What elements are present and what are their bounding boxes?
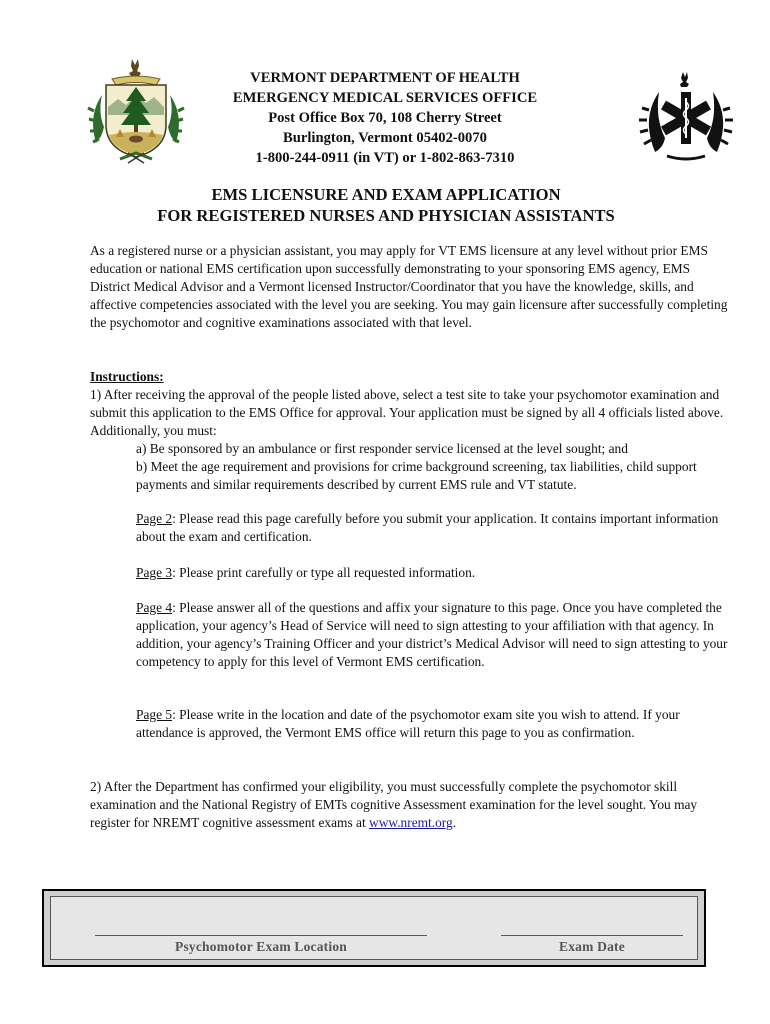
- page-5-note: [136, 706, 730, 742]
- exam-info-inner: [50, 896, 698, 960]
- header-line-department: VERMONT DEPARTMENT OF HEALTH: [250, 70, 520, 86]
- page-4-text: : Please answer all of the questions and affix your signature to this page. Once you have completed the application, your agency’s Head of Service will need to sign attesting to your affiliation with that agency. In addition, your agency’s Training Officer and your district’s Medical Advisor will need to sign attesting to your competency to apply for this level of Vermont EMS certification.: [136, 600, 728, 669]
- page-4-label: Page 4: [136, 600, 173, 615]
- header-line-city: Burlington, Vermont 05402-0070: [283, 130, 487, 146]
- step-2-text: 2) After the Department has confirmed your eligibility, you must successfully complete the psychomotor skill examination and the National Registry of EMTs cognitive Assessment examination for the level sought. You may register for NREMT cognitive assessment exams at: [90, 779, 698, 830]
- header-line-phone: 1-800-244-0911 (in VT) or 1-802-863-7310: [255, 150, 515, 166]
- page-5-label: Page 5: [136, 707, 173, 722]
- requirement-a: a) Be sponsored by an ambulance or first responder service licensed at the level sought; and: [136, 441, 628, 456]
- page-3-text: : Please print carefully or type all requested information.: [172, 565, 476, 580]
- instructions-section: [90, 368, 730, 494]
- exam-info-box: [42, 889, 706, 967]
- page-2-label: Page 2: [136, 511, 173, 526]
- intro-paragraph: As a registered nurse or a physician assistant, you may apply for VT EMS licensure at any level without prior EMS education or national EMS certification upon successfully demonstrating to your sponsoring EMS agency, EMS District Medical Advisor and a Vermont licensed Instructor/Coordinator that you have the knowledge, skills, and affective competencies associated with the level you are seeking. You may gain licensure after successfully completing the psychomotor and cognitive examinations associated with that level.: [90, 243, 728, 330]
- title-line-1: EMS LICENSURE AND EXAM APPLICATION: [211, 185, 561, 204]
- instructions-heading: Instructions:: [90, 369, 164, 384]
- vermont-ems-star-of-life-icon: [637, 70, 735, 165]
- requirement-b: b) Meet the age requirement and provisions for crime background screening, tax liabilities, child support payments and similar requirements described by current EMS rule and VT statute.: [136, 459, 697, 492]
- exam-date-label: Exam Date: [559, 939, 625, 954]
- page-2-text: : Please read this page carefully before you submit your application. It contains important information about the exam and certification.: [136, 511, 719, 544]
- page-4-note: [136, 599, 730, 671]
- instruction-step-1: 1) After receiving the approval of the people listed above, select a test site to take your psychomotor examination and submit this application to the EMS Office for approval. Your application must be signed by all 4 officials listed above. Additionally, you must:: [90, 387, 724, 438]
- title-line-2: FOR REGISTERED NURSES AND PHYSICIAN ASSISTANTS: [157, 206, 615, 225]
- page-3-label: Page 3: [136, 565, 173, 580]
- exam-location-label: Psychomotor Exam Location: [175, 939, 347, 954]
- document-title: [80, 184, 692, 226]
- page-2-note: [136, 510, 730, 546]
- vermont-coat-of-arms-icon: [82, 55, 190, 167]
- exam-location-field[interactable]: [95, 935, 427, 936]
- header-line-street: Post Office Box 70, 108 Cherry Street: [268, 110, 502, 126]
- page-5-text: : Please write in the location and date of the psychomotor exam site you wish to attend. If your attendance is approved, the Vermont EMS office will return this page to you as confirmation.: [136, 707, 680, 740]
- nremt-link[interactable]: www.nremt.org: [369, 815, 453, 830]
- header-line-office: EMERGENCY MEDICAL SERVICES OFFICE: [232, 90, 538, 106]
- step-2-end: .: [452, 815, 457, 830]
- exam-date-field[interactable]: [501, 935, 683, 936]
- page-3-note: [136, 564, 730, 582]
- agency-header: [190, 68, 580, 168]
- instruction-step-2: [90, 778, 730, 832]
